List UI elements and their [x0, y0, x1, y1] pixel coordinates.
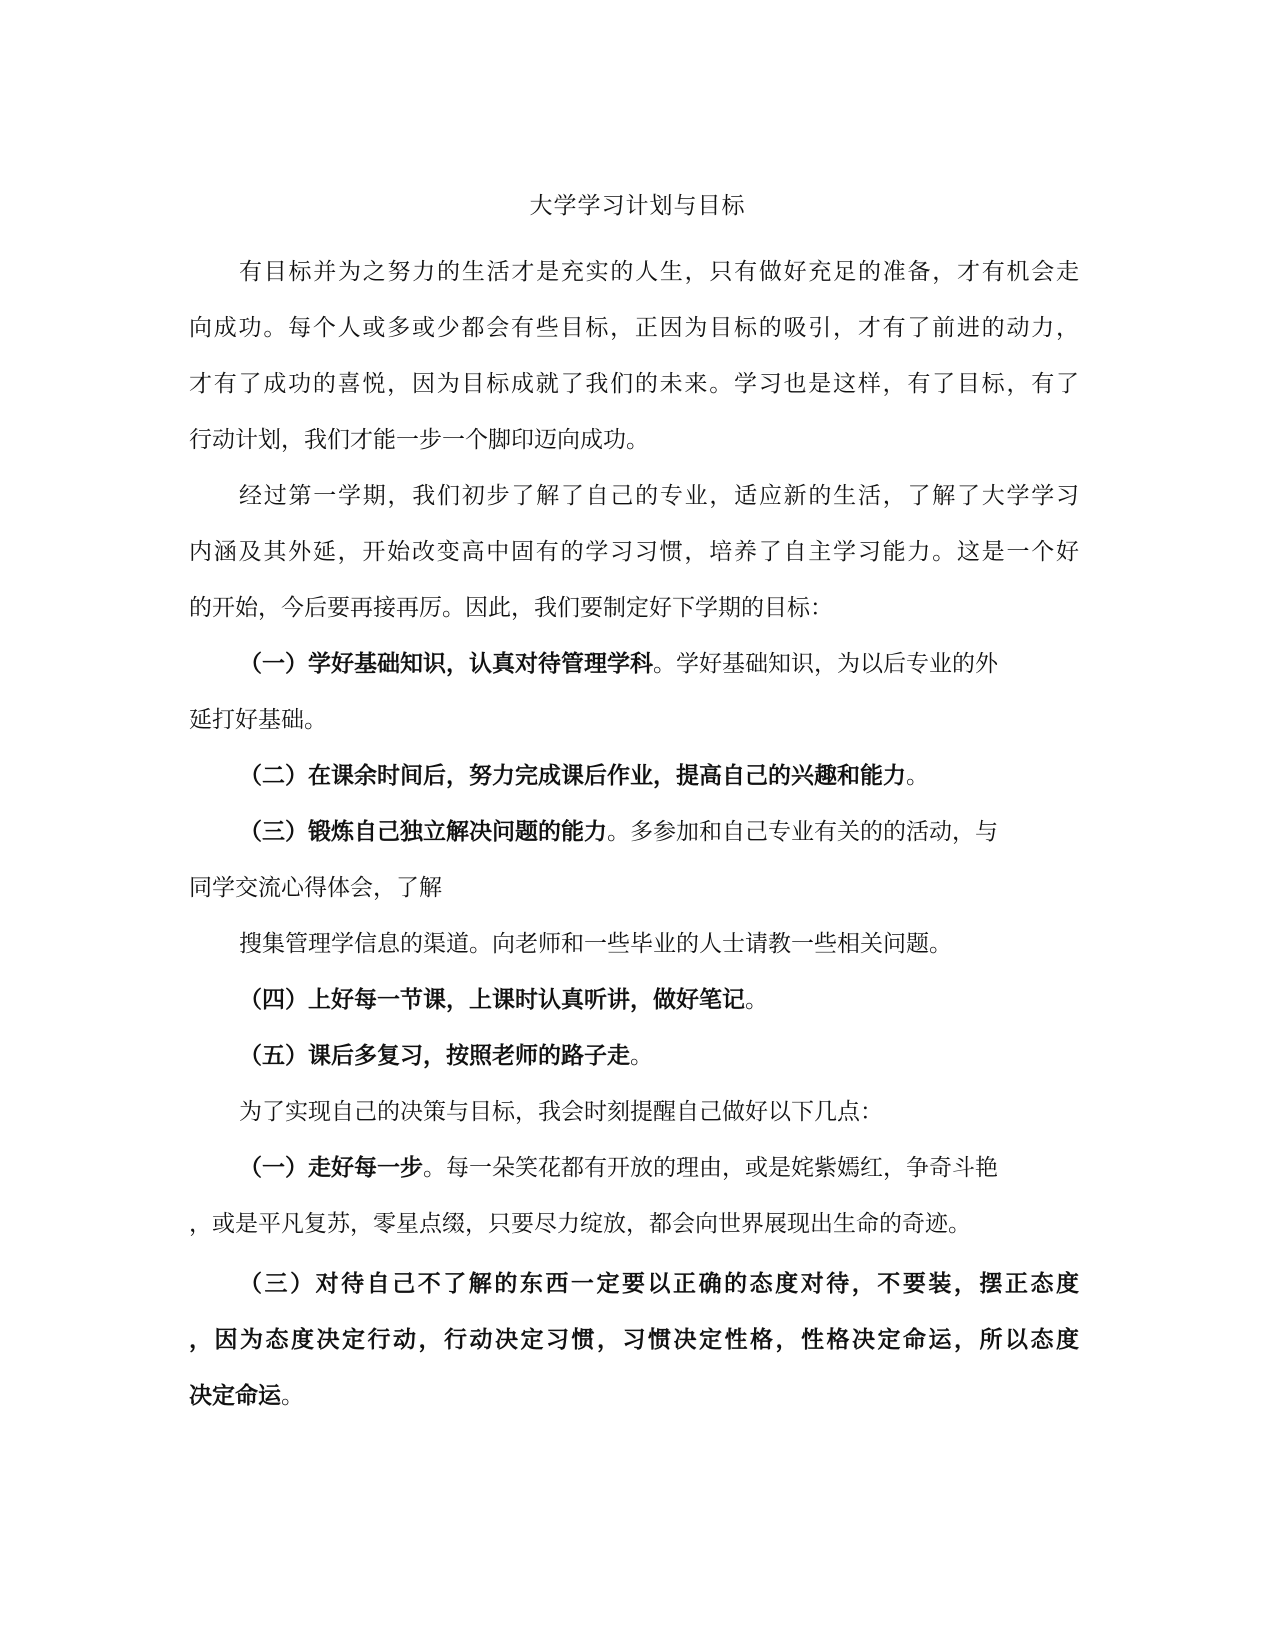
point-1-heading: （一）走好每一步 — [239, 1154, 423, 1181]
goal-4 — [239, 982, 1079, 1018]
goal-3-text: 。多参加和自己专业有关的的活动，与 — [607, 819, 998, 845]
paragraph-2-line-3: 的开始，今后要再接再厉。因此，我们要制定好下学期的目标： — [189, 595, 833, 621]
point-1-text: 。每一朵笑花都有开放的理由，或是姹紫嫣红，争奇斗艳 — [423, 1155, 998, 1181]
goal-4-heading: （四）上好每一节课，上课时认真听讲，做好笔记 — [239, 986, 745, 1013]
goal-3-line-3: 搜集管理学信息的渠道。向老师和一些毕业的人士请教一些相关问题。 — [239, 931, 952, 957]
goal-5-text: 。 — [630, 1043, 653, 1069]
point-1 — [239, 1150, 1079, 1186]
point-3-line-2: ，因为态度决定行动，行动决定习惯，习惯决定性格，性格决定命运，所以态度 — [189, 1326, 1079, 1353]
point-1-line-2: ，或是平凡复苏，零星点缀，只要尽力绽放，都会向世界展现出生命的奇迹。 — [189, 1211, 971, 1237]
goal-5 — [239, 1038, 1079, 1074]
goal-2 — [239, 758, 1079, 794]
paragraph-1-line-3: 才有了成功的喜悦，因为目标成就了我们的未来。学习也是这样，有了目标，有了 — [189, 371, 1079, 397]
goal-1-text: 。学好基础知识，为以后专业的外 — [653, 651, 998, 677]
paragraph-2-line-1: 经过第一学期，我们初步了解了自己的专业，适应新的生活，了解了大学学习 — [239, 483, 1079, 509]
paragraph-1-line-1: 有目标并为之努力的生活才是充实的人生，只有做好充足的准备，才有机会走 — [239, 259, 1079, 285]
paragraph-1-line-2: 向成功。每个人或多或少都会有些目标，正因为目标的吸引，才有了前进的动力， — [189, 315, 1079, 341]
point-3-line-3 — [189, 1378, 1079, 1414]
points-intro: 为了实现自己的决策与目标，我会时刻提醒自己做好以下几点： — [239, 1099, 883, 1125]
goal-3 — [239, 814, 1079, 850]
point-3-line-3-bold: 决定命运 — [189, 1382, 281, 1409]
paragraph-2-line-2: 内涵及其外延，开始改变高中固有的学习习惯，培养了自主学习能力。这是一个好 — [189, 539, 1079, 565]
goal-2-text: 。 — [906, 763, 929, 789]
goal-2-heading: （二）在课余时间后，努力完成课后作业，提高自己的兴趣和能力 — [239, 762, 906, 789]
point-3-line-3-text: 。 — [281, 1383, 304, 1409]
goal-4-text: 。 — [745, 987, 768, 1013]
point-3-line-1: （三）对待自己不了解的东西一定要以正确的态度对待，不要装，摆正态度 — [239, 1270, 1079, 1297]
goal-1-line-2: 延打好基础。 — [189, 707, 327, 733]
goal-1 — [239, 646, 1079, 682]
goal-5-heading: （五）课后多复习，按照老师的路子走 — [239, 1042, 630, 1069]
goal-3-line-2: 同学交流心得体会，了解 — [189, 875, 442, 901]
goal-3-heading: （三）锻炼自己独立解决问题的能力 — [239, 818, 607, 845]
document-title: 大学学习计划与目标 — [529, 193, 746, 219]
paragraph-1-line-4: 行动计划，我们才能一步一个脚印迈向成功。 — [189, 427, 649, 453]
goal-1-heading: （一）学好基础知识，认真对待管理学科 — [239, 650, 653, 677]
